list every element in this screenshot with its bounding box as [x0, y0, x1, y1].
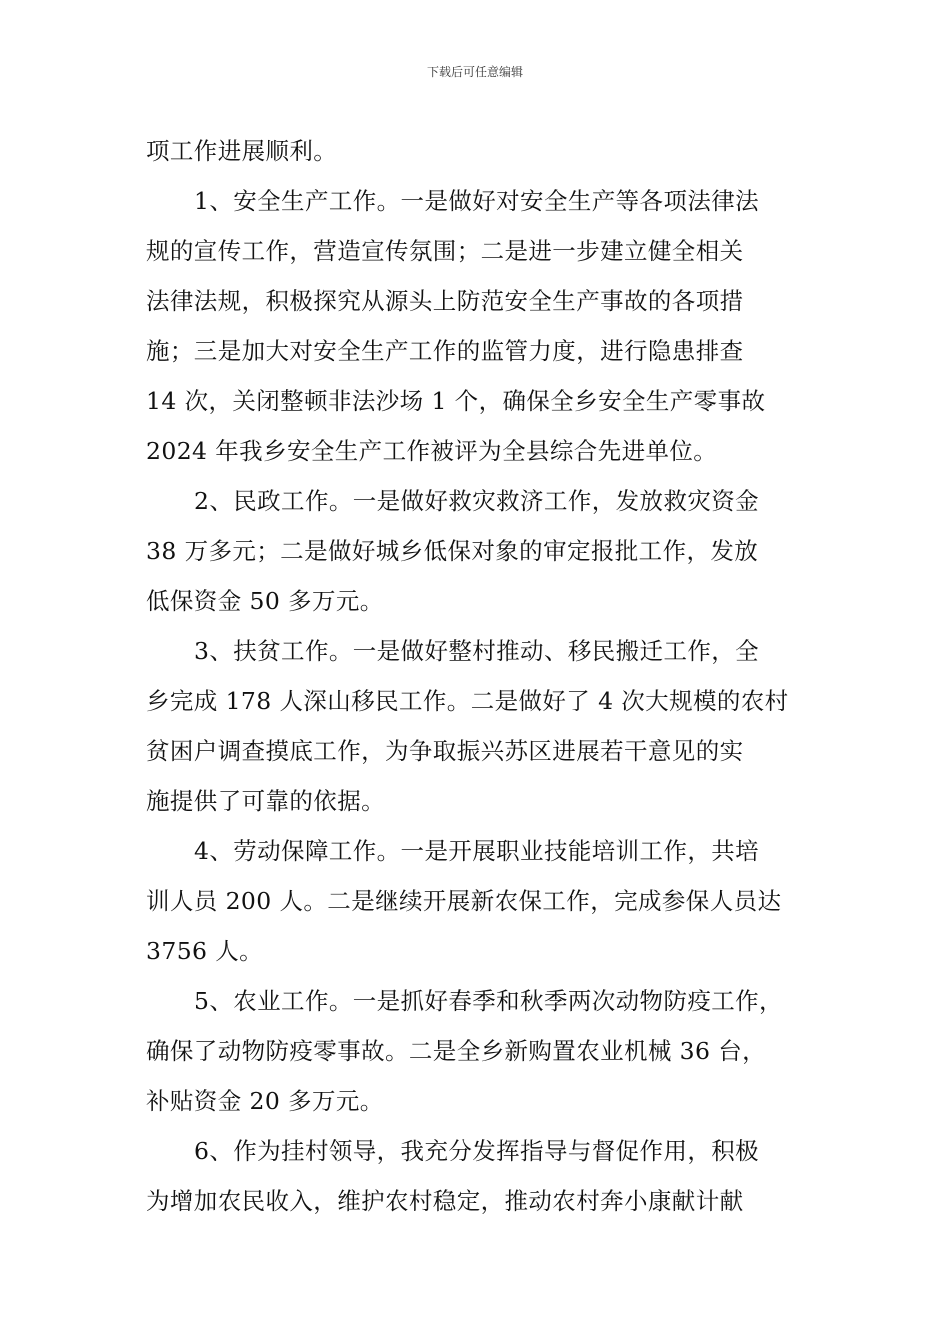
- text-line: 2024 年我乡安全生产工作被评为全县综合先进单位。: [146, 437, 718, 465]
- text-line: 法律法规，积极探究从源头上防范安全生产事故的各项措: [146, 287, 744, 315]
- text-line: 3756 人。: [146, 937, 264, 965]
- text-line: 规的宣传工作，营造宣传氛围；二是进一步建立健全相关: [146, 237, 744, 265]
- text-line: 14 次，关闭整顿非法沙场 1 个，确保全乡安全生产零事故: [146, 387, 766, 415]
- paragraph-start-line: 2、民政工作。一是做好救灾救济工作，发放救灾资金: [194, 487, 760, 515]
- paragraph-start-line: 6、作为挂村领导，我充分发挥指导与督促作用，积极: [194, 1137, 760, 1165]
- document-body: [146, 126, 810, 1226]
- paragraph-start-line: 4、劳动保障工作。一是开展职业技能培训工作，共培: [194, 837, 760, 865]
- text-line: 确保了动物防疫零事故。二是全乡新购置农业机械 36 台，: [146, 1037, 767, 1065]
- text-line: 低保资金 50 多万元。: [146, 587, 384, 615]
- text-line: 贫困户调查摸底工作，为争取振兴苏区进展若干意见的实: [146, 737, 744, 765]
- page-header: 下载后可任意编辑: [426, 65, 523, 79]
- paragraph-start-line: 5、农业工作。一是抓好春季和秋季两次动物防疫工作，: [194, 987, 783, 1015]
- text-line: 乡完成 178 人深山移民工作。二是做好了 4 次大规模的农村: [146, 687, 789, 715]
- text-line: 训人员 200 人。二是继续开展新农保工作，完成参保人员达: [146, 887, 782, 915]
- paragraph-start-line: 3、扶贫工作。一是做好整村推动、移民搬迁工作，全: [194, 637, 760, 665]
- text-line: 施提供了可靠的依据。: [146, 787, 385, 815]
- text-line: 38 万多元；二是做好城乡低保对象的审定报批工作，发放: [146, 537, 759, 565]
- text-line: 项工作进展顺利。: [146, 137, 338, 165]
- paragraph-start-line: 1、安全生产工作。一是做好对安全生产等各项法律法: [194, 187, 760, 215]
- text-line: 为增加农民收入，维护农村稳定，推动农村奔小康献计献: [146, 1187, 744, 1215]
- text-line: 施；三是加大对安全生产工作的监管力度，进行隐患排查: [146, 337, 744, 365]
- text-line: 补贴资金 20 多万元。: [146, 1087, 384, 1115]
